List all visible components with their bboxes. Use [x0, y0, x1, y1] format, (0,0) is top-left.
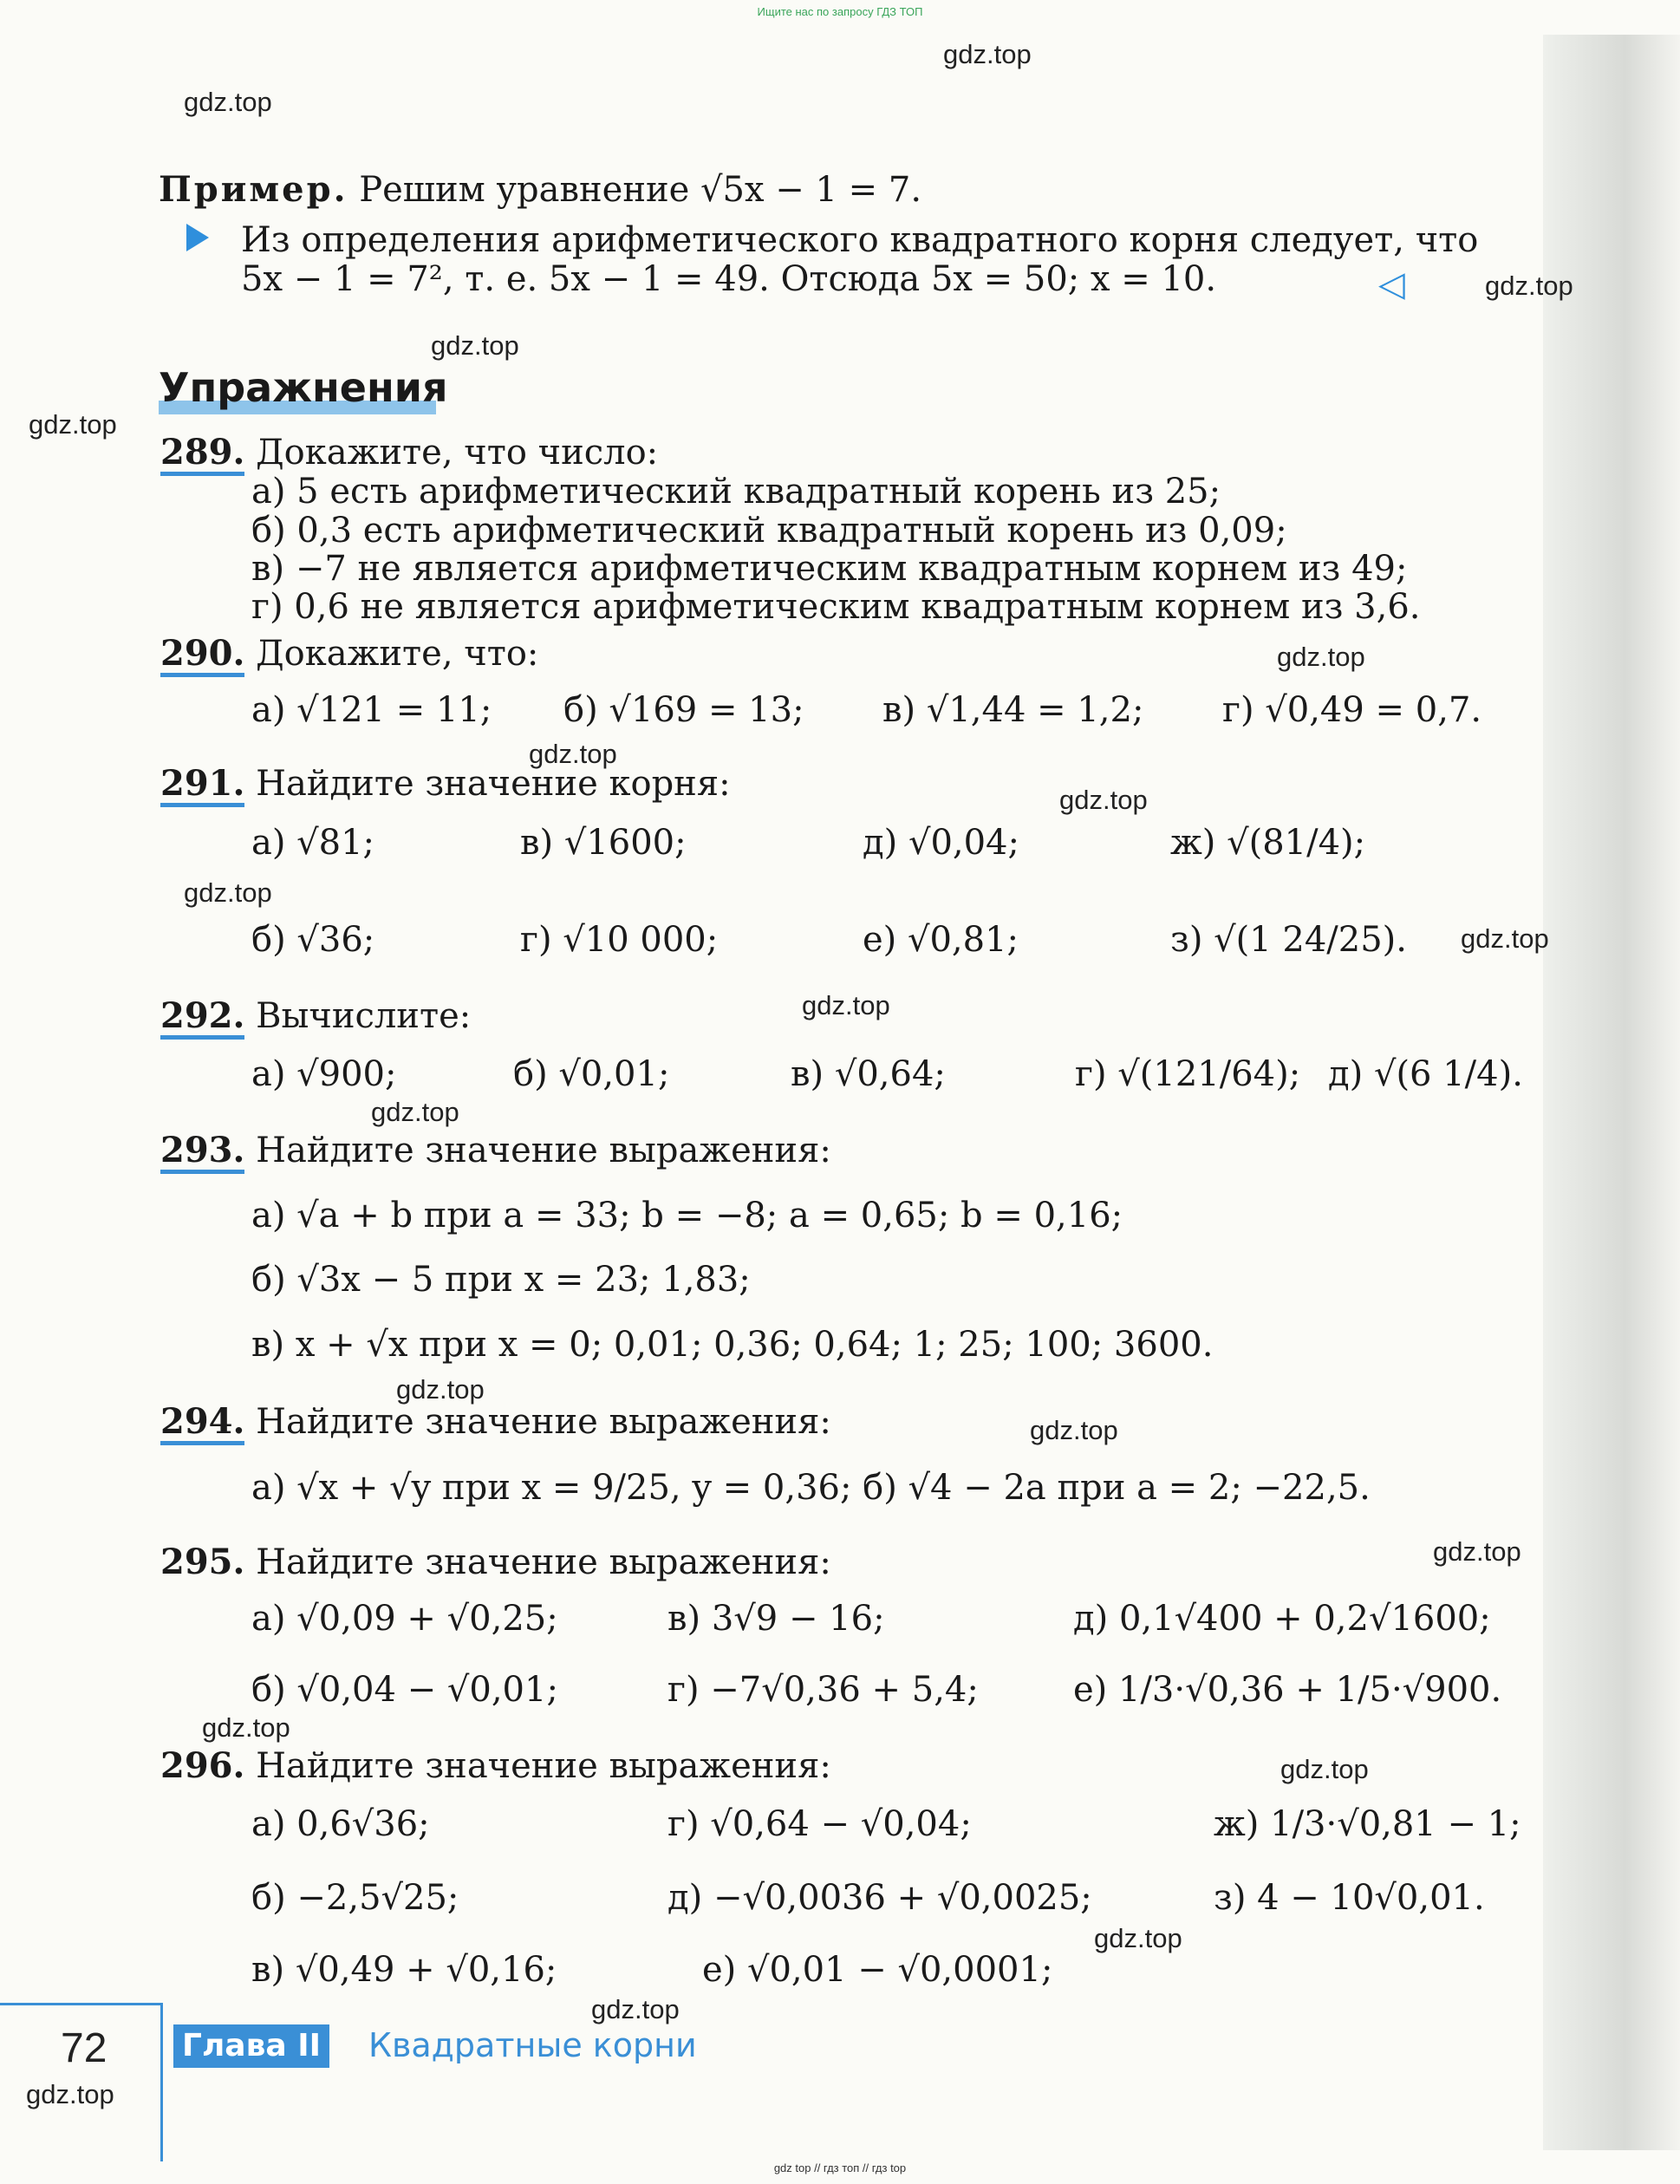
exercise-293-a: а) √a + b при a = 33; b = −8; a = 0,65; b = 0,16; [251, 1196, 1123, 1235]
watermark: gdz.top [591, 1994, 680, 2024]
watermark: gdz.top [1280, 1754, 1369, 1784]
watermark: gdz.top [431, 330, 519, 361]
watermark: gdz.top [802, 990, 890, 1020]
exercise-290-title [160, 633, 538, 677]
exercise-290-c: в) √1,44 = 1,2; [882, 690, 1144, 730]
exercise-title: Докажите, что число: [256, 433, 659, 473]
watermark: gdz.top [396, 1374, 485, 1405]
exercise-295-d: г) −7√0,36 + 5,4; [667, 1670, 979, 1710]
exercise-291-b: б) √36; [251, 920, 375, 960]
watermark: gdz.top [1433, 1536, 1521, 1567]
exercise-295-e: д) 0,1√400 + 0,2√1600; [1073, 1599, 1491, 1639]
example-line [159, 169, 921, 211]
exercise-291-title [160, 763, 731, 807]
exercise-296-e: д) −√0,0036 + √0,0025; [667, 1878, 1092, 1918]
exercise-289-title [160, 432, 658, 476]
exercise-291-a: а) √81; [251, 823, 375, 863]
watermark: gdz.top [29, 409, 117, 440]
watermark: gdz.top [1461, 923, 1549, 954]
exercise-291-d: г) √10 000; [520, 920, 719, 960]
solution-start-icon [186, 224, 209, 251]
exercise-title: Найдите значение выражения: [256, 1542, 831, 1582]
bottom-note: gdz top // гдз топ // гдз top [773, 2161, 907, 2174]
exercise-295-b: б) √0,04 − √0,01; [251, 1670, 558, 1710]
exercise-295-f: е) 1/3·√0,36 + 1/5·√900. [1073, 1670, 1502, 1710]
page-number: 72 [61, 2025, 107, 2071]
exercise-293-b: б) √3x − 5 при x = 23; 1,83; [251, 1260, 751, 1300]
exercise-number: 294. [160, 1403, 244, 1445]
exercise-number: 293. [160, 1131, 244, 1174]
exercise-title: Найдите значение выражения: [256, 1746, 831, 1786]
exercise-296-title [160, 1745, 831, 1787]
solution-line-2: 5x − 1 = 7², т. е. 5x − 1 = 49. Отсюда 5x = 50; x = 10. [241, 259, 1217, 299]
exercise-290-b: б) √169 = 13; [563, 690, 804, 730]
exercise-296-a: а) 0,6√36; [251, 1804, 430, 1844]
exercise-296-h: з) 4 − 10√0,01. [1214, 1878, 1485, 1918]
exercise-289-c: в) −7 не является арифметическим квадратным корнем из 49; [251, 549, 1408, 589]
watermark: gdz.top [1485, 271, 1573, 301]
exercise-number: 289. [160, 434, 244, 476]
exercise-294-title [160, 1401, 831, 1445]
exercise-292-d: г) √(121/64); [1075, 1054, 1301, 1094]
exercise-291-f: е) √0,81; [863, 920, 1019, 960]
exercise-290-d: г) √0,49 = 0,7. [1222, 690, 1482, 730]
watermark: gdz.top [184, 87, 272, 117]
watermark: gdz.top [1030, 1415, 1118, 1445]
exercise-295-a: а) √0,09 + √0,25; [251, 1599, 558, 1639]
watermark: gdz.top [943, 39, 1032, 69]
watermark: gdz.top [1094, 1923, 1182, 1953]
exercise-number: 292. [160, 997, 244, 1040]
exercise-291-h: з) √(1 24/25). [1170, 920, 1407, 960]
exercise-number: 290. [160, 635, 244, 677]
watermark: gdz.top [26, 2079, 114, 2109]
exercise-295-c: в) 3√9 − 16; [667, 1599, 885, 1639]
exercise-number: 295. [160, 1542, 245, 1582]
watermark: gdz.top [184, 877, 272, 908]
exercise-289-d: г) 0,6 не является арифметическим квадратным корнем из 3,6. [251, 587, 1421, 627]
exercise-295-title [160, 1542, 831, 1583]
exercise-title: Докажите, что: [256, 634, 539, 674]
exercise-title: Найдите значение выражения: [256, 1402, 831, 1442]
watermark: gdz.top [1277, 642, 1365, 672]
exercise-292-b: б) √0,01; [513, 1054, 670, 1094]
top-note: Ищите нас по запросу ГДЗ ТОП [757, 5, 923, 18]
solution-line-1: Из определения арифметического квадратного корня следует, что [241, 220, 1479, 260]
exercise-296-c: в) √0,49 + √0,16; [251, 1950, 557, 1990]
example-text: Решим уравнение √5x − 1 = 7. [359, 170, 922, 210]
exercise-293-title [160, 1130, 831, 1174]
exercise-296-f: е) √0,01 − √0,0001; [702, 1950, 1053, 1990]
exercise-293-c: в) x + √x при x = 0; 0,01; 0,36; 0,64; 1; 25; 100; 3600. [251, 1325, 1214, 1365]
exercise-title: Вычислите: [256, 996, 472, 1036]
chapter-title: Квадратные корни [368, 2026, 697, 2064]
exercise-number: 296. [160, 1745, 245, 1786]
exercise-title: Найдите значение выражения: [256, 1131, 831, 1170]
watermark: gdz.top [202, 1712, 290, 1743]
exercise-290-a: а) √121 = 11; [251, 690, 492, 730]
watermark: gdz.top [1059, 785, 1148, 815]
exercise-292-a: а) √900; [251, 1054, 397, 1094]
watermark: gdz.top [529, 739, 617, 769]
exercise-number: 291. [160, 765, 244, 807]
example-label: Пример. [159, 169, 348, 210]
exercise-296-g: ж) 1/3·√0,81 − 1; [1214, 1804, 1521, 1844]
exercise-292-c: в) √0,64; [791, 1054, 946, 1094]
exercise-296-b: б) −2,5√25; [251, 1878, 459, 1918]
exercise-292-e: д) √(6 1/4). [1328, 1054, 1523, 1094]
section-heading: Упражнения [159, 364, 448, 411]
exercise-289-a: а) 5 есть арифметический квадратный корень из 25; [251, 472, 1221, 512]
page-edge-shadow [1543, 35, 1680, 2150]
exercise-title: Найдите значение корня: [256, 764, 731, 804]
exercise-294-a: а) √x + √y при x = 9/25, y = 0,36; б) √4 − 2a при a = 2; −22,5. [251, 1468, 1371, 1508]
exercise-291-e: д) √0,04; [863, 823, 1019, 863]
solution-end-icon: ◁ [1378, 264, 1405, 304]
chapter-tag: Глава II [173, 2024, 329, 2068]
exercise-291-g: ж) √(81/4); [1170, 823, 1366, 863]
exercise-291-c: в) √1600; [520, 823, 687, 863]
exercise-292-title [160, 995, 471, 1040]
exercise-296-d: г) √0,64 − √0,04; [667, 1804, 972, 1844]
exercise-289-b: б) 0,3 есть арифметический квадратный корень из 0,09; [251, 511, 1287, 551]
watermark: gdz.top [371, 1097, 459, 1127]
